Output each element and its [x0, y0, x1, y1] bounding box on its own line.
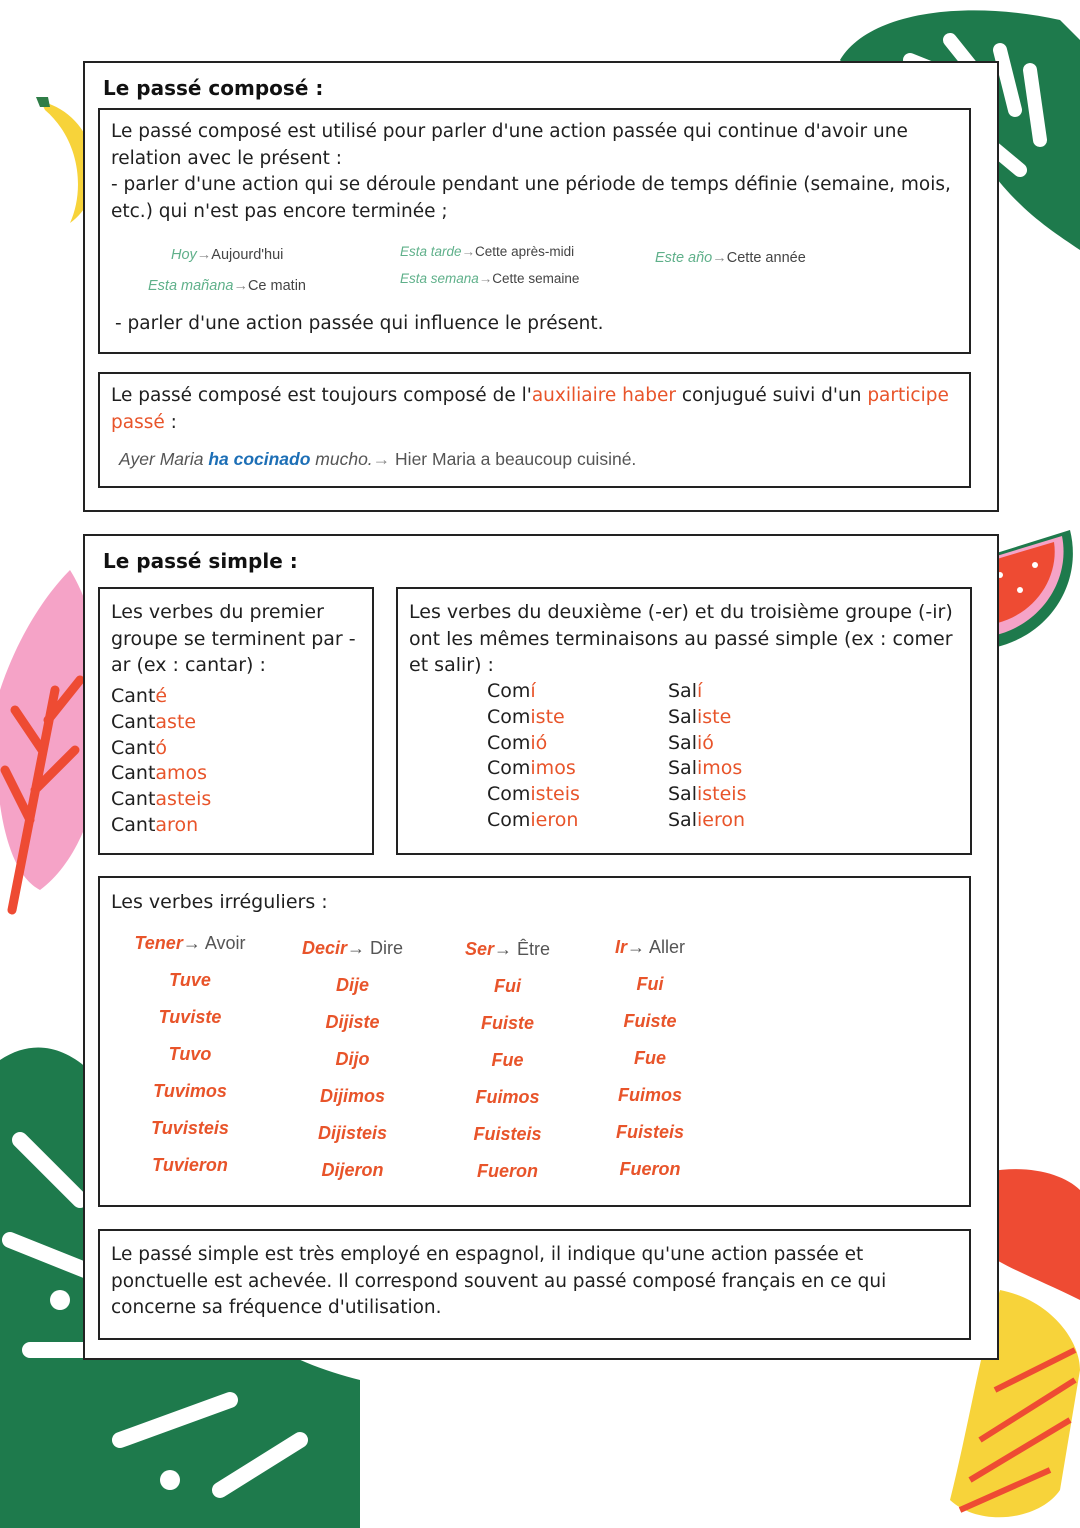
passe-simple-note: Le passé simple est très employé en espagnol, il indique qu'une action passée et ponctuelle est achevée. Il correspond souvent au passé composé français en ce qui concerne sa fréquence d'utilisation.	[111, 1244, 887, 1318]
irregular-verb-form: Tuvieron	[152, 1155, 228, 1175]
irregular-verb-form: Fuimos	[475, 1087, 540, 1107]
irregular-verb-form: Dije	[335, 975, 369, 995]
irregular-verb-form: Fui	[494, 976, 521, 996]
example-esta-semana: Esta semana→Cette semaine	[400, 271, 580, 286]
second-third-group-intro: Les verbes du deuxième (-er) et du troisième groupe (-ir) ont les mêmes terminaisons au passé simple (ex : comer et salir) :	[409, 601, 953, 676]
irregular-verb-form: Fuimos	[617, 1085, 682, 1105]
cantar-form: Cantaron	[111, 813, 199, 836]
irregular-verb-form: Tuviste	[158, 1007, 222, 1027]
irregular-verb-header: Tener→ Avoir	[134, 933, 246, 953]
cantar-form: Cantasteis	[111, 788, 212, 811]
first-group-intro: Les verbes du premier groupe se terminent par -ar (ex : cantar) :	[111, 601, 356, 676]
cantar-form: Canté	[111, 685, 168, 707]
example-este-ano: Este año→Cette année	[655, 250, 806, 266]
irregular-verb-form: Tuvo	[168, 1044, 212, 1064]
usage-point-2: - parler d'une action passée qui influence le présent.	[115, 313, 604, 334]
auxiliaire-haber-highlight: auxiliaire haber	[531, 385, 676, 406]
irregular-verb-form: Fuisteis	[473, 1124, 542, 1144]
irregular-verb-form: Fue	[633, 1048, 666, 1068]
example-esta-tarde: Esta tarde→Cette après-midi	[400, 244, 575, 259]
example-hoy: Hoy→Aujourd'hui	[171, 247, 284, 263]
comer-form: Comisteis	[487, 783, 580, 806]
irregular-verb-form: Fuisteis	[615, 1122, 685, 1142]
participe-passe-highlight: participe passé	[111, 385, 949, 433]
comer-form: Comiste	[487, 705, 565, 728]
passe-compose-formation-box	[98, 372, 971, 488]
comer-form: Comieron	[487, 808, 579, 831]
formation-example: Ayer Maria ha cocinado mucho.→ Hier Maria a beaucoup cuisiné.	[119, 449, 637, 469]
cantar-form: Cantó	[111, 736, 168, 759]
irregular-verb-form: Dijimos	[319, 1086, 385, 1106]
cantar-form: Cantamos	[111, 762, 208, 785]
irregular-verb-ser	[445, 939, 570, 1182]
passe-compose-title: Le passé composé :	[103, 76, 324, 100]
first-group-box	[98, 587, 374, 855]
irregular-verb-form: Tuvimos	[153, 1081, 227, 1101]
salir-form: Salimos	[668, 757, 743, 780]
irregular-verb-header: Decir→ Dire	[301, 938, 404, 958]
salir-form: Salisteis	[668, 783, 747, 806]
comer-conjugation	[487, 679, 580, 834]
irregular-verb-tener	[120, 933, 260, 1176]
irregular-verb-header: Ir→ Aller	[614, 937, 686, 957]
cantar-conjugation	[111, 684, 211, 839]
usage-point-1: - parler d'une action qui se déroule pendant une période de temps définie (semaine, mois, etc.) qui n'est pas encore terminée ;	[111, 174, 951, 222]
comer-form: Comí	[487, 680, 536, 702]
formation-rule: Le passé composé est toujours composé de l'auxiliaire haber conjugué suivi d'un participe passé :	[111, 385, 949, 433]
salir-form: Salí	[668, 680, 703, 702]
second-third-group-box	[396, 587, 972, 855]
comer-form: Comimos	[487, 757, 576, 780]
passe-simple-note-box	[98, 1229, 971, 1340]
irregular-verb-form: Fueron	[477, 1161, 538, 1181]
irregular-verb-form: Fui	[636, 974, 664, 994]
irregular-verb-decir	[285, 938, 420, 1181]
comer-form: Comió	[487, 731, 548, 754]
irregular-verbs-box	[98, 876, 971, 1207]
irregular-verb-ir	[590, 937, 710, 1180]
irregular-verb-form: Fuiste	[623, 1011, 677, 1031]
salir-form: Saliste	[668, 705, 732, 728]
salir-form: Salió	[668, 731, 714, 754]
irregular-verb-form: Dijiste	[325, 1012, 380, 1032]
irregular-verb-form: Fuiste	[480, 1013, 534, 1033]
irregular-verb-form: Fueron	[619, 1159, 681, 1179]
salir-form: Salieron	[668, 808, 746, 831]
example-esta-manana: Esta mañana→Ce matin	[148, 278, 306, 294]
irregular-verb-form: Dijeron	[321, 1160, 384, 1180]
usage-intro: Le passé composé est utilisé pour parler d'une action passée qui continue d'avoir une relation avec le présent :	[111, 121, 908, 169]
irregular-verb-form: Tuve	[169, 970, 211, 990]
irregular-verb-form: Dijisteis	[317, 1123, 388, 1143]
irregular-verb-form: Dijo	[335, 1049, 370, 1069]
irregular-verb-form: Tuvisteis	[151, 1118, 229, 1138]
irregular-verb-form: Fue	[491, 1050, 524, 1070]
salir-conjugation	[668, 679, 746, 834]
passe-simple-title: Le passé simple :	[103, 549, 298, 573]
irregular-verb-header: Ser→ Être	[464, 939, 551, 959]
passe-compose-usage-box	[98, 108, 971, 354]
cantar-form: Cantaste	[111, 710, 197, 733]
irregular-verbs-title: Les verbes irréguliers :	[111, 891, 328, 913]
